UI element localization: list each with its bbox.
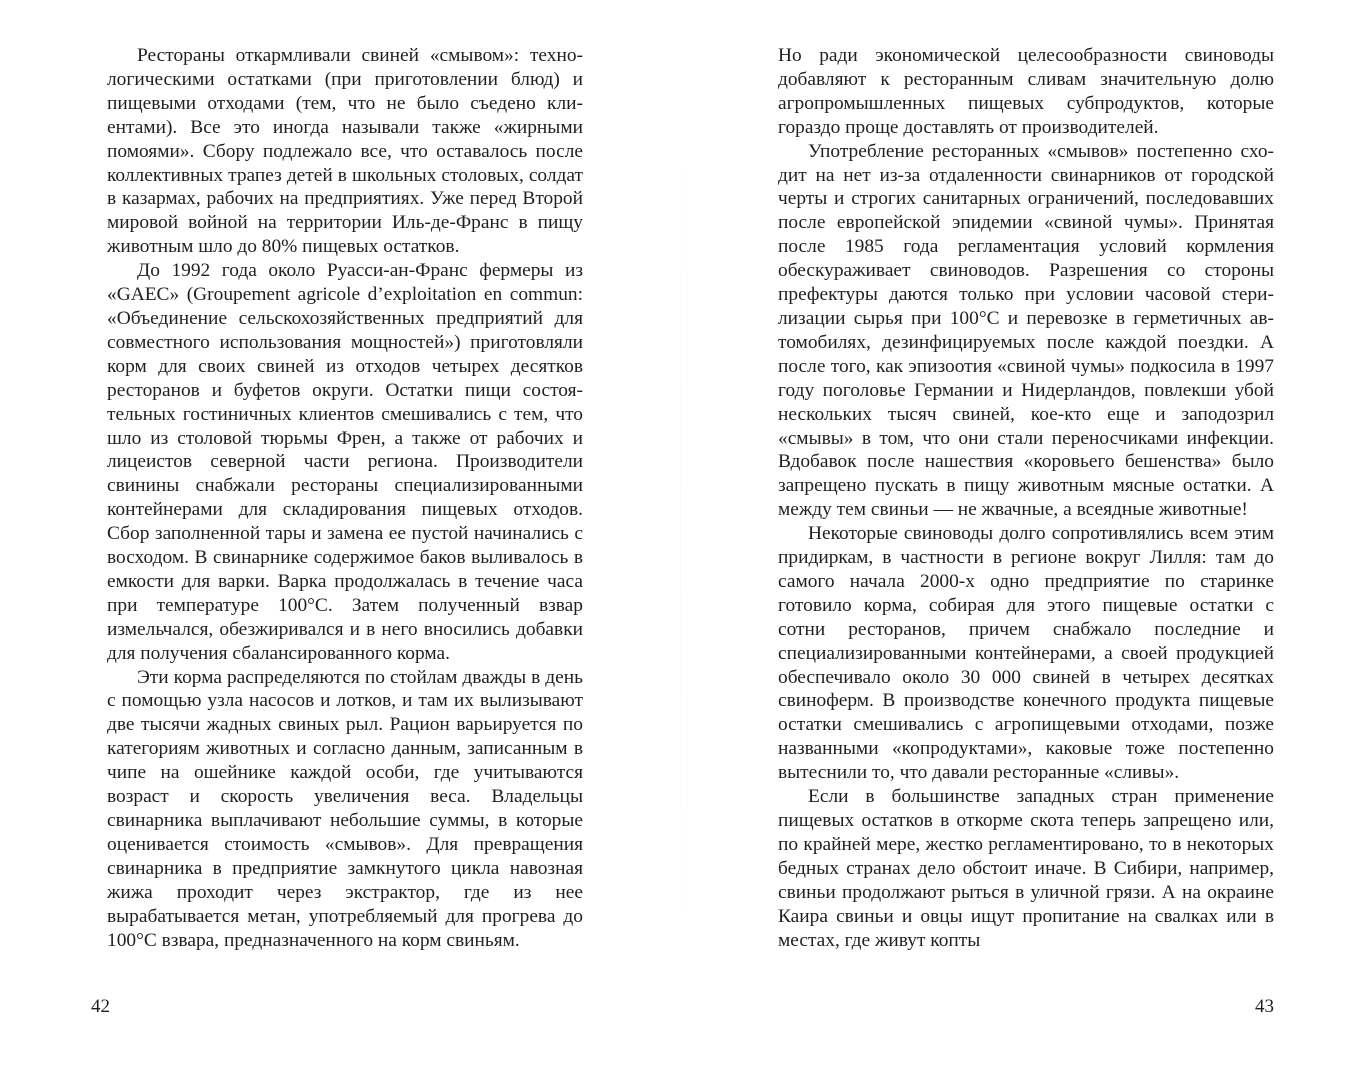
paragraph: Но ради экономической целесообразности свиноводы добавляют к ресторанным сливам значительную долю агропромышленных пищевых субпродуктов, которые гораздо проще доставлять от производителей. [778, 45, 1274, 138]
paragraph: До 1992 года около Руасси-ан-Франс фермеры из «GAEC» (Groupement agricole d’exploitation en commun: «Объединение сельскохозяйственных предприятий для совместного использования мощностей») приготовляли корм для своих свиней из отходов четырех десятков ресторанов и буфетов округи. Остатки пищи состоятельных гостиничных клиентов смешивались с тем, что шло из столовой тюрьмы Френ, а также от рабочих и лицеистов северной части региона. Производители свинины снабжали рестораны специализированными контейнерами для складирования пищевых отходов. Сбор заполненной тары и замена ее пустой начинались с восходом. В свинарнике содержимое баков выливалось в емкости для варки. Варка продолжалась в течение часа при температуре 100°С. Затем полученный взвар измельчался, обезжиривался и в него вносились добавки для получения сбалансированного корма. [107, 260, 583, 664]
right-page [778, 44, 1274, 1034]
paragraph: Если в большинстве западных стран применение пищевых остатков в откорме скота теперь запрещено или, по крайней мере, жестко регламентировано, то в некоторых бедных странах дело обстоит иначе. В Сибири, например, свиньи продолжают рыться в уличной грязи. А на окраине Каира свиньи и овцы ищут пропитание на свалках или в местах, где живут копты [778, 786, 1274, 951]
paragraph: Употребление ресторанных «смывов» постепенно сходит на нет из-за отдаленности свинарников от городской черты и строгих санитарных ограничений, последовавших после европейской эпидемии «свиной чумы». Принятая после 1985 года регламентация условий кормления обескураживает свиноводов. Разрешения со стороны префектуры даются только при условии часовой стерилизации сырья при 100°С и перевозке в герметичных автомобилях, дезинфицируемых после каждой поездки. А после того, как эпизоотия «свиной чумы» подкосила в 1997 году поголовье Германии и Нидерландов, повлекши убой нескольких тысяч свиней, кое-кто еще и заподозрил «смывы» в том, что они стали переносчиками инфекции. Вдобавок после нашествия «коровьего бешенства» было запрещено пускать в пищу животным мясные остатки. А между тем свиньи — не жвачные, а всеядные животные! [778, 140, 1274, 521]
right-page-text [778, 44, 1274, 952]
paragraph: Некоторые свиноводы долго сопротивлялись всем этим придиркам, в частности в регионе вокруг Лилля: там до самого начала 2000-х одно предприятие по старинке готовило корма, собирая для этого пищевые остатки с сотни ресторанов, причем снабжало последние и специализированными контейнерами, а своей продукцией обеспечивало около 30 000 свиней в четырех десятках свиноферм. В производстве конечного продукта пищевые остатки смешивались с агропищевыми отходами, позже названными «копродуктами», каковые тоже постепенно вытеснили то, что давали ресторанные «сливы». [778, 523, 1274, 784]
paragraph: Рестораны откармливали свиней «смывом»: технологическими остатками (при приготовлении блюд) и пищевыми отходами (тем, что не было съедено клиентами). Все это иногда называли также «жирными помоями». Сбору подлежало все, что оставалось после коллективных трапез детей в школьных столовых, солдат в казармах, рабочих на предприятиях. Уже перед Второй мировой войной на территории Иль-де-Франс в пищу животным шло до 80% пищевых остатков. [107, 45, 583, 258]
page-number: 42 [91, 996, 110, 1017]
left-page [91, 44, 583, 1034]
page-number: 43 [1255, 996, 1274, 1017]
paragraph: Эти корма распределяются по стойлам дважды в день с помощью узла насосов и лотков, и там их вылизывают две тысячи жадных свиных рыл. Рацион варьируется по категориям животных и согласно данным, записанным в чипе на ошейнике каждой особи, где учитываются возраст и скорость увеличения веса. Владельцы свинарника выплачивают небольшие суммы, в которые оценивается стоимость «смывов». Для превращения свинарника в предприятие замкнутого цикла навозная жижа проходит через экстрактор, где из нее вырабатывается метан, употребляемый для прогрева до 100°С взвара, предназначенного на корм свиньям. [107, 666, 583, 951]
left-page-text [107, 44, 583, 952]
page-gutter [680, 0, 681, 1080]
